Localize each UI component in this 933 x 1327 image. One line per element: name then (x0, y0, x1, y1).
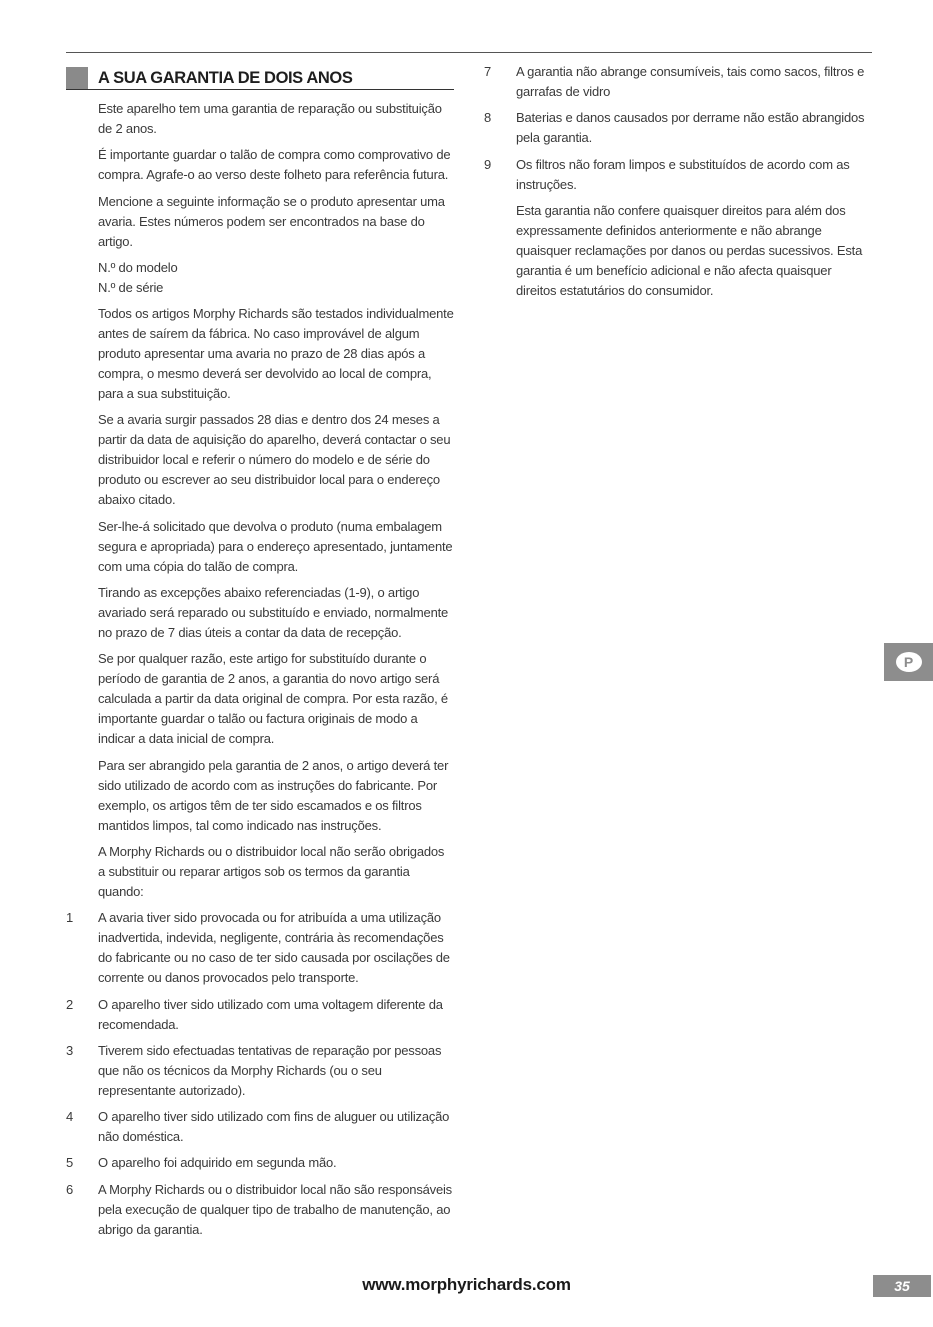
section-heading (66, 66, 454, 90)
item-text: A Morphy Richards ou o distribuidor local não são responsáveis pela execução de qualquer tipo de trabalho de manutenção, ao abrigo da garantia. (98, 1181, 452, 1237)
item-number: 8 (484, 110, 492, 126)
item-number: 1 (66, 910, 74, 926)
paragraph: Ser-lhe-á solicitado que devolva o produto (numa embalagem segura e apropriada) para o endereço apresentado, juntamente com uma cópia do talão de compra. (98, 518, 453, 574)
item-text: Tiverem sido efectuadas tentativas de reparação por pessoas que não os técnicos da Morphy Richards (ou o seu representante autorizado). (98, 1042, 442, 1098)
closing-paragraph: Esta garantia não confere quaisquer direitos para além dos expressamente definidos anteriormente e não abrange quaisquer reclamações por danos ou perdas sucessivos. Esta garantia é um benefício adicional e não afecta quaisquer direitos estatutários do consumidor. (516, 202, 863, 298)
item-number: 4 (66, 1109, 74, 1125)
list-item (484, 155, 868, 195)
paragraph: É importante guardar o talão de compra como comprovativo de compra. Agrafe-o ao verso deste folheto para referência futura. (98, 147, 451, 183)
right-column (484, 62, 868, 307)
item-text: A avaria tiver sido provocada ou for atribuída a uma utilização inadvertida, indevida, negligente, contrária às recomendações do fabricante ou no caso de ter sido causada por oscilações de corrente ou danos provocados pelo transporte. (98, 910, 450, 986)
item-number: 2 (66, 996, 74, 1012)
item-number: 6 (66, 1181, 74, 1197)
list-item (66, 908, 454, 988)
page-number: 35 (873, 1275, 931, 1297)
top-rule (66, 52, 872, 53)
paragraph: Se a avaria surgir passados 28 dias e dentro dos 24 meses a partir da data de aquisição do aparelho, deverá contactar o seu distribuidor local e referir o número do modelo e de série do produto ou escrever ao seu distribuidor local para o endereço abaixo citado. (98, 412, 451, 508)
item-number: 3 (66, 1042, 74, 1058)
list-item (484, 108, 868, 148)
list-item (66, 995, 454, 1035)
footer-url: www.morphyrichards.com (362, 1275, 571, 1294)
language-tab (884, 643, 933, 681)
language-tab-label: P (896, 652, 922, 672)
list-item (66, 1180, 454, 1240)
paragraph: Todos os artigos Morphy Richards são testados individualmente antes de saírem da fábrica. No caso improvável de algum produto apresentar uma avaria no prazo de 28 dias após a compra, o mesmo deverá ser devolvido ao local de compra, para a sua substituição. (98, 306, 454, 402)
serial-label: N.º de série (98, 279, 164, 295)
item-text: O aparelho foi adquirido em segunda mão. (98, 1155, 337, 1171)
list-item (66, 1153, 454, 1173)
paragraph: Se por qualquer razão, este artigo for substituído durante o período de garantia de 2 anos, a garantia do novo artigo será calculada a partir da data original de compra. Por esta razão, é importante guardar o talão ou factura originais de modo a indicar a data inicial de compra. (98, 651, 448, 747)
list-item (484, 62, 868, 102)
paragraph: Este aparelho tem uma garantia de reparação ou substituição de 2 anos. (98, 101, 442, 136)
paragraph: Para ser abrangido pela garantia de 2 anos, o artigo deverá ter sido utilizado de acordo com as instruções do fabricante. Por exemplo, os artigos têm de ter sido escamados e os filtros mantidos limpos, tal como indicado nas instruções. (98, 757, 449, 833)
list-item (66, 1107, 454, 1147)
list-item (66, 1041, 454, 1101)
model-label: N.º do modelo (98, 259, 178, 275)
item-number: 5 (66, 1155, 74, 1171)
heading-marker (66, 67, 88, 89)
item-text: O aparelho tiver sido utilizado com fins de aluguer ou utilização não doméstica. (98, 1109, 450, 1145)
item-number: 9 (484, 156, 492, 172)
paragraph: A Morphy Richards ou o distribuidor local não serão obrigados a substituir ou reparar artigos sob os termos da garantia quando: (98, 843, 445, 899)
item-text: Os filtros não foram limpos e substituídos de acordo com as instruções. (516, 156, 850, 192)
item-text: O aparelho tiver sido utilizado com uma voltagem diferente da recomendada. (98, 996, 443, 1032)
paragraph: Mencione a seguinte informação se o produto apresentar uma avaria. Estes números podem ser encontrados na base do artigo. (98, 193, 445, 249)
paragraph: Tirando as excepções abaixo referenciadas (1-9), o artigo avariado será reparado ou substituído e enviado, normalmente no prazo de 7 dias úteis a contar da data de recepção. (98, 585, 449, 641)
left-column (66, 66, 454, 1246)
item-text: A garantia não abrange consumíveis, tais como sacos, filtros e garrafas de vidro (516, 64, 865, 99)
item-number: 7 (484, 64, 492, 79)
heading-title: A SUA GARANTIA DE DOIS ANOS (98, 68, 353, 87)
item-text: Baterias e danos causados por derrame não estão abrangidos pela garantia. (516, 110, 865, 146)
